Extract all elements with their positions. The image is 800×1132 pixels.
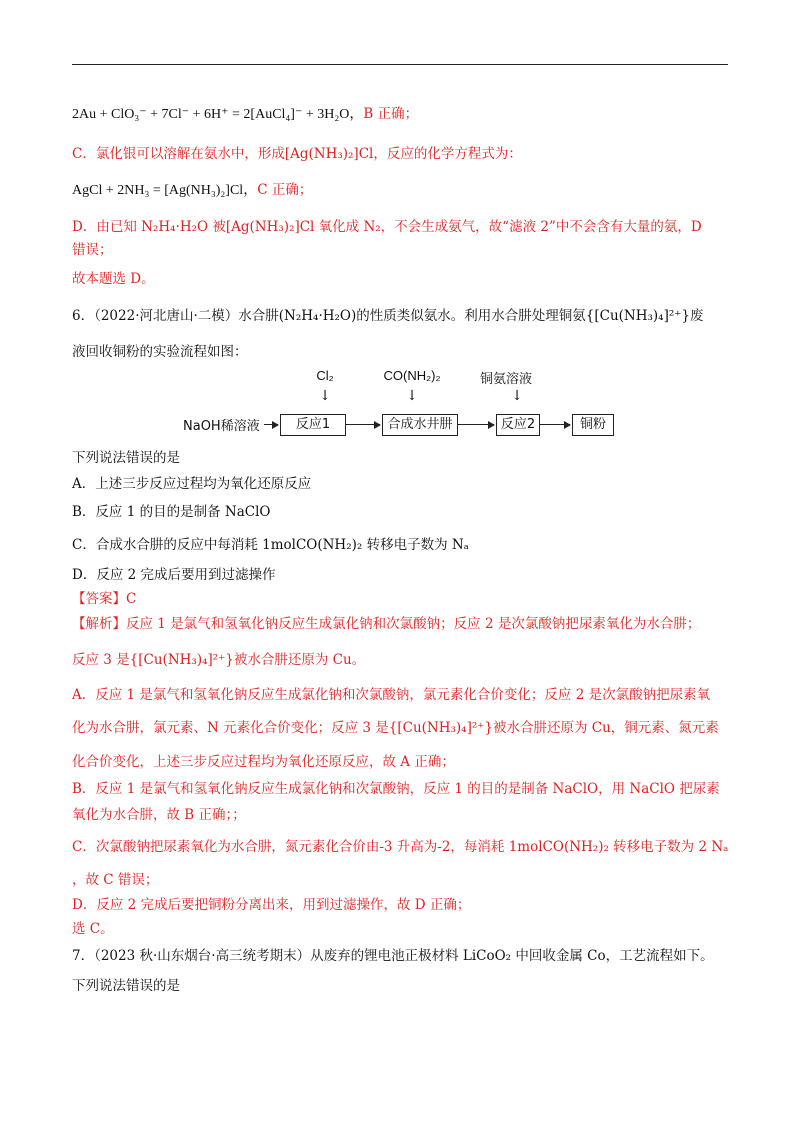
q6-analysis-1: 【解析】反应 1 是氯气和氢氧化钠反应生成氯化钠和次氯酸钠；反应 2 是次氯酸钠把尿素氧化为水合肼； [72,616,701,632]
equation-agcl: AgCl + 2NH₃ = [Ag(NH₃)₂]Cl， [72,183,258,198]
header-rule [72,64,728,65]
box-copper-powder: 铜粉 [572,414,614,436]
q6-explain-b-1: B．反应 1 是氯气和氢氧化钠反应生成氯化钠和次氯酸钠，反应 1 的目的是制备 NaClO，用 NaClO 把尿素 [72,781,720,797]
verdict-b: B 正确； [363,106,419,122]
box-reaction-2: 反应2 [496,414,540,436]
q6-option-d: D．反应 2 完成后要用到过滤操作 [72,567,276,583]
q6-explain-c-2: ，故 C 错误； [72,872,159,888]
input-cl2: Cl₂ [316,368,334,383]
box-reaction-1: 反应1 [280,414,346,436]
flow-arrow-4 [540,424,570,425]
analysis-d-cont: 错误； [72,242,113,258]
equation-line-2 [72,180,732,201]
q6-answer: 【答案】C [72,591,137,607]
q6-option-c: C．合成水合肼的反应中每消耗 1molCO(NH₂)₂ 转移电子数为 Nₐ [72,537,469,553]
flow-arrow-1 [264,424,278,425]
q6-option-b: B．反应 1 的目的是制备 NaClO [72,504,271,520]
q6-explain-c-1: C．次氯酸钠把尿素氧化为水合肼，氮元素化合价由-3 升高为-2，每消耗 1molCO(NH₂)₂ 转移电子数为 2 Nₐ [72,839,729,855]
down-arrow-3: ↓ [511,388,523,404]
q6-selection: 选 C。 [72,921,114,937]
flow-start: NaOH稀溶液 [183,419,260,434]
q6-stem-1: 6．（2022·河北唐山·二模）水合肼(N₂H₄·H₂O)的性质类似氨水。利用水合肼处理铜氨{[Cu(NH₃)₄]²⁺}废 [72,308,704,324]
input-urea: CO(NH₂)₂ [383,368,441,383]
box-synthesis: 合成水井肼 [382,414,458,436]
q6-explain-b-2: 氧化为水合肼，故 B 正确；； [72,807,246,823]
q7-stem-1: 7．（2023 秋·山东烟台·高三统考期末）从废弃的锂电池正极材料 LiCoO₂ 中回收金属 Co，工艺流程如下。 [72,948,714,964]
q6-stem-2: 液回收铜粉的实验流程如图： [72,344,248,360]
conclusion: 故本题选 D。 [72,271,155,287]
equation-au: 2Au + ClO₃⁻ + 7Cl⁻ + 6H⁺ = 2[AuCl₄]⁻ + 3H₂O， [72,107,364,122]
q6-option-a: A．上述三步反应过程均为氧化还原反应 [72,476,312,492]
q6-explain-a-2: 化为水合肼，氯元素、N 元素化合价变化；反应 3 是{[Cu(NH₃)₄]²⁺}被水合肼还原为 Cu，铜元素、氮元素 [72,720,719,736]
q6-prompt: 下列说法错误的是 [72,450,180,466]
analysis-d: D．由已知 N₂H₄·H₂O 被[Ag(NH₃)₂]Cl 氧化成 N₂，不会生成氨气，故“滤液 2”中不会含有大量的氨，D [72,219,702,235]
q6-explain-a-1: A．反应 1 是氯气和氢氧化钠反应生成氯化钠和次氯酸钠，氯元素化合价变化；反应 2 是次氯酸钠把尿素氧 [72,687,711,703]
equation-line-1 [72,104,732,125]
q6-explain-a-3: 化合价变化，上述三步反应过程均为氧化还原反应，故 A 正确； [72,754,455,770]
verdict-c: C 正确； [257,182,313,198]
analysis-c: C．氯化银可以溶解在氨水中，形成[Ag(NH₃)₂]Cl，反应的化学方程式为： [72,146,522,162]
flow-arrow-2 [346,424,380,425]
input-copper-ammonia: 铜氨溶液 [479,371,532,386]
q7-stem-2: 下列说法错误的是 [72,978,180,994]
q6-analysis-2: 反应 3 是{[Cu(NH₃)₄]²⁺}被水合肼还原为 Cu。 [72,652,366,668]
flow-arrow-3 [458,424,494,425]
down-arrow-2: ↓ [406,388,418,404]
down-arrow-1: ↓ [319,388,331,404]
q6-explain-d: D．反应 2 完成后要把铜粉分离出来，用到过滤操作，故 D 正确； [72,897,471,913]
